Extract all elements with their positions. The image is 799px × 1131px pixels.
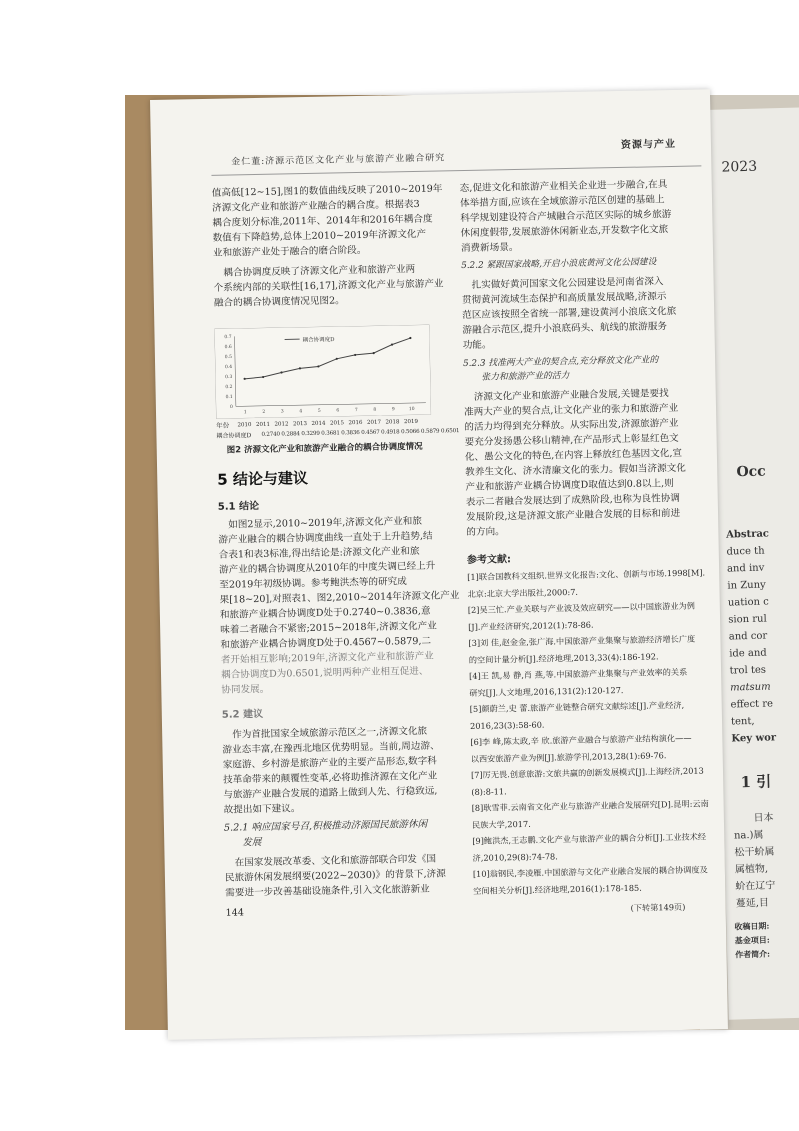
adjacent-footnote: 基金项目: bbox=[734, 934, 770, 946]
running-header: 金仁董:济源示范区文化产业与旅游产业融合研究 bbox=[231, 153, 446, 168]
col2-line: 济源文化产业和旅游产业融合发展,关键是要找 bbox=[473, 388, 669, 403]
col2-line: 科学规划建设符合产城融合示范区实际的城乡旅游 bbox=[460, 209, 672, 225]
table-value-row: 0.2740 0.2884 0.3299 0.3681 0.3836 0.4567 0.4918 0.5066 0.5879 0.6501 bbox=[261, 428, 460, 438]
table-year-cell: 2014 bbox=[311, 420, 326, 427]
col2-line: 准两大产业的契合点,让文化产业的张力和旅游产业 bbox=[463, 402, 679, 419]
col1-line: 耦合协调度反映了济源文化产业和旅游产业两 bbox=[223, 263, 416, 279]
reference-line: 民族大学,2017. bbox=[471, 818, 531, 830]
legend-label: 耦合协调度D bbox=[302, 337, 335, 344]
x-tick-label: 3 bbox=[280, 409, 284, 415]
adjacent-line: trol tes bbox=[729, 664, 767, 677]
col2-line: 贯彻黄河流域生态保护和高质量发展战略,济源示 bbox=[461, 291, 667, 307]
col2-line: 产业和旅游产业耦合协调度D取值达到0.8以上,则 bbox=[465, 478, 674, 494]
col1-line: 游产业融合的耦合协调度曲线一直处于上升趋势,结 bbox=[218, 530, 433, 546]
adjacent-line: 蚧在辽宁 bbox=[735, 880, 776, 893]
y-tick-label: 0.1 bbox=[225, 394, 233, 401]
reference-line: [1]联合国教科文组织.世界文化报告:文化、创新与市场.1998[M]. bbox=[467, 567, 706, 582]
figure-caption: 图2 济源文化产业和旅游产业融合的耦合协调度情况 bbox=[226, 441, 423, 456]
y-tick-label: 0.4 bbox=[224, 364, 233, 371]
y-tick-label: 0.2 bbox=[225, 384, 233, 391]
adjacent-title: Occ bbox=[736, 463, 766, 481]
adjacent-line: sion rul bbox=[728, 613, 767, 626]
reference-line: (8):8-11. bbox=[471, 785, 507, 797]
col1-line: 游业态丰富,在豫西北地区优势明显。当前,周边游、 bbox=[222, 740, 440, 756]
adjacent-line: 蔓延,目 bbox=[735, 897, 770, 910]
adjacent-line: uation c bbox=[727, 596, 769, 609]
col1-line: 民旅游休闲发展纲要(2022~2030)》的背景下,济源 bbox=[224, 868, 446, 884]
x-tick-label: 8 bbox=[373, 407, 377, 413]
table-year-cell: 2015 bbox=[329, 420, 345, 427]
section-5-2-2-heading: 5.2.2 紧跟国家战略,开启小浪底黄河文化公园建设 bbox=[461, 257, 657, 272]
table-year-cell: 2013 bbox=[292, 421, 308, 428]
adjacent-line: 松干蚧属 bbox=[734, 846, 775, 859]
col2-line: 态,促进文化和旅游产业相关企业进一步融合,在具 bbox=[459, 179, 668, 195]
col2-line: 发展阶段,这是济源文旅产业融合发展的目标和前进 bbox=[465, 507, 681, 524]
table-year-cell: 2012 bbox=[274, 421, 289, 428]
adjacent-line: effect re bbox=[730, 698, 774, 711]
adjacent-line: Key wor bbox=[731, 732, 777, 745]
table-year-cell: 2017 bbox=[366, 419, 382, 426]
adjacent-footnote: 作者简介: bbox=[734, 948, 771, 960]
reference-line: [5]颜蔚兰,史 蕾.旅游产业链整合研究文献综述[J].产业经济, bbox=[469, 699, 685, 714]
section-5-2-heading: 5.2 建议 bbox=[221, 708, 264, 721]
col1-line: 家庭游、乡村游是旅游产业的主要产品形态,数字科 bbox=[222, 755, 437, 771]
col1-line: 需要进一步改善基础设施条件,引入文化旅游新业 bbox=[225, 883, 430, 899]
adjacent-heading: 1 引 bbox=[740, 772, 772, 792]
journal-page bbox=[150, 89, 728, 1040]
reference-line: [2]吴三忙.产业关联与产业波及效应研究——以中国旅游业为例 bbox=[467, 600, 695, 615]
reference-line: 以西安旅游产业为例[J].旅游学刊,2013,28(1):69-76. bbox=[470, 749, 667, 764]
section-5-2-3-heading-cont: 张力和旅游产业的活力 bbox=[481, 371, 570, 383]
x-tick-label: 6 bbox=[336, 408, 340, 414]
y-tick-label: 0 bbox=[229, 404, 233, 411]
reference-line: [10]翁钢民,李凌雁.中国旅游与文化产业融合发展的耦合协调度及 bbox=[472, 864, 708, 879]
table-year-cell: 2010 bbox=[237, 422, 252, 429]
page-number: 144 bbox=[225, 907, 245, 919]
reference-line: [7]厉无畏.创意旅游:文旅共赢的创新发展模式[J].上海经济,2013 bbox=[470, 765, 704, 780]
col1-line: 数值有下降趋势,总体上2010~2019年济源文化产 bbox=[212, 228, 427, 244]
y-tick-label: 0.5 bbox=[224, 354, 233, 361]
col1-line: 果[18~20],对照表1、图2,2010~2014年济源文化产业 bbox=[219, 590, 460, 606]
adjacent-line: 属植物, bbox=[734, 863, 769, 876]
reference-line: 2016,23(3):58-60. bbox=[469, 719, 545, 731]
x-tick-label: 5 bbox=[317, 408, 321, 414]
section-5-2-3-heading: 5.2.3 找准两大产业的契合点,充分释放文化产业的 bbox=[463, 355, 659, 370]
reference-line: 北京:北京大学出版社,2000:7. bbox=[467, 586, 579, 599]
col1-line: 味着二者融合不紧密;2015~2018年,济源文化产业 bbox=[220, 620, 437, 636]
adjacent-line: tent, bbox=[730, 715, 755, 728]
adjacent-line: duce th bbox=[726, 545, 765, 558]
x-tick-label: 4 bbox=[299, 409, 303, 415]
journal-section-header: 资源与产业 bbox=[620, 138, 677, 151]
reference-line: [4]王 凯,易 静,肖 燕,等.中国旅游产业集聚与产业效率的关系 bbox=[469, 666, 688, 681]
col2-line: 化、愚公文化的特色,在内容上释放红色基因文化,宣 bbox=[464, 447, 683, 464]
coupling-coordination-chart bbox=[214, 325, 431, 419]
col1-line: 者开始相互影响;2019年,济源文化产业和旅游产业 bbox=[220, 650, 434, 666]
table-value-label: 耦合协调度D bbox=[216, 432, 252, 440]
continued-note: (下转第149页) bbox=[630, 901, 686, 913]
table-year-cell: 2018 bbox=[385, 419, 400, 426]
adjacent-line: matsum bbox=[729, 681, 771, 694]
col2-line: 休闲度假带,发展旅游休闲新业态,开发数字化文旅 bbox=[460, 224, 669, 240]
col1-line: 业和旅游产业处于融合的磨合阶段。 bbox=[212, 244, 367, 259]
x-tick-label: 7 bbox=[354, 408, 358, 414]
adjacent-line: 日本 bbox=[753, 812, 774, 824]
col2-line: 的活力均得到充分释放。从实际出发,济源旅游产业 bbox=[464, 417, 679, 434]
x-tick-label: 1 bbox=[243, 410, 247, 416]
adjacent-line: in Zuny bbox=[727, 579, 766, 592]
col1-line: 济源文化产业和旅游产业融合的耦合度。根据表3 bbox=[211, 198, 420, 214]
col1-line: 值高低[12~15],图1的数值曲线反映了2010~2019年 bbox=[211, 183, 443, 199]
y-tick-label: 0.7 bbox=[224, 334, 232, 341]
adjacent-line: Abstrac bbox=[725, 528, 770, 541]
col2-line: 要充分发扬愚公移山精神,在产品形式上彰显红色文 bbox=[464, 432, 679, 449]
col2-line: 功能。 bbox=[462, 339, 492, 352]
adjacent-line: ide and bbox=[729, 647, 767, 660]
adjacent-footnote: 收稿日期: bbox=[734, 920, 770, 932]
reference-line: [9]鲍洪杰,王志鹏.文化产业与旅游产业的耦合分析[J].工业技术经 bbox=[472, 831, 707, 846]
col2-line: 扎实做好黄河国家文化公园建设是河南省深入 bbox=[471, 276, 664, 291]
reference-line: 济,2010,29(8):74-78. bbox=[472, 850, 558, 863]
col1-line: 与旅游产业融合发展的道路上做到人先、行稳致远, bbox=[223, 785, 438, 801]
x-tick-label: 2 bbox=[262, 409, 266, 415]
col1-line: 在国家发展改革委、文化和旅游部联合印发《国 bbox=[234, 853, 437, 869]
col1-line: 融合的耦合协调度情况见图2。 bbox=[213, 295, 345, 309]
col1-line: 合表1和表3标准,得出结论是:济源文化产业和旅 bbox=[218, 545, 420, 561]
reference-line: [6]李 峰,陈太政,辛 欣.旅游产业融合与旅游产业结构演化—— bbox=[470, 732, 692, 747]
col2-line: 的方向。 bbox=[466, 526, 505, 539]
col1-line: 个系统内部的关联性[16,17],济源文化产业与旅游产业 bbox=[213, 278, 444, 294]
col1-line: 故提出如下建议。 bbox=[223, 803, 301, 816]
col1-line: 如图2显示,2010~2019年,济源文化产业和旅 bbox=[228, 515, 423, 531]
section-5-1-heading: 5.1 结论 bbox=[217, 500, 260, 513]
col1-line: 至2019年初级协调。参考鲍洪杰等的研究成 bbox=[219, 576, 407, 591]
reference-line: [3]刘 佳,赵金金,张广海.中国旅游产业集聚与旅游经济增长广度 bbox=[468, 633, 696, 648]
col1-line: 耦合度划分标准,2011年、2014年和2016年耦合度 bbox=[212, 213, 433, 229]
col1-line: 技革命带来的颠覆性变革,必将助推济源在文化产业 bbox=[222, 770, 438, 786]
y-tick-label: 0.3 bbox=[225, 374, 233, 381]
adjacent-line: na.)属 bbox=[733, 829, 764, 842]
col2-line: 范区应该按照全省统一部署,建设黄河小浪底文化旅 bbox=[462, 305, 677, 322]
x-tick-label: 9 bbox=[391, 407, 395, 413]
reference-line: [J].产业经济研究,2012(1):78-86. bbox=[468, 619, 594, 632]
reference-line: 空间相关分析[J].经济地理,2016(1):178-185. bbox=[473, 882, 642, 896]
y-tick-label: 0.6 bbox=[224, 344, 232, 351]
col1-line: 协同发展。 bbox=[221, 683, 270, 696]
col1-line: 作为首批国家全域旅游示范区之一,济源文化旅 bbox=[232, 725, 428, 741]
table-year-cell: 2011 bbox=[255, 421, 271, 429]
col2-line: 消费新场景。 bbox=[460, 241, 519, 255]
table-year-cell: 2019 bbox=[403, 418, 419, 426]
section-5-heading: 5 结论与建议 bbox=[217, 469, 309, 489]
col2-line: 游融合示范区,提升小浪底码头、航线的旅游服务 bbox=[462, 321, 668, 337]
reference-line: 研究[J].人文地理,2016,131(2):120-127. bbox=[469, 684, 624, 698]
reference-line: 的空间计量分析[J].经济地理,2013,33(4):186-192. bbox=[468, 650, 659, 665]
section-5-2-1-heading: 5.2.1 响应国家号召,积极推动济源国民旅游休闲 bbox=[223, 818, 428, 834]
references-heading: 参考文献: bbox=[466, 554, 511, 567]
x-tick-label: 10 bbox=[408, 406, 415, 413]
section-5-2-1-heading-cont: 发展 bbox=[242, 836, 262, 849]
table-year-label: 年份 bbox=[216, 421, 230, 430]
table-year-cell: 2016 bbox=[348, 419, 363, 427]
adjacent-line: and inv bbox=[726, 562, 765, 575]
col2-line: 表示二者融合发展达到了成熟阶段,也称为良性协调 bbox=[465, 492, 680, 509]
col1-line: 和旅游产业耦合协调度D处于0.2740~0.3836,意 bbox=[219, 605, 431, 621]
col2-line: 教养生文化、济水清廉文化的张力。假如当济源文化 bbox=[465, 462, 686, 479]
adjacent-line: and cor bbox=[728, 630, 768, 643]
adjacent-year: 2023 bbox=[721, 158, 758, 176]
col1-line: 和旅游产业耦合协调度D处于0.4567~0.5879,二 bbox=[220, 635, 432, 651]
col1-line: 耦合协调度D为0.6501,说明两种产业相互促进、 bbox=[220, 665, 429, 681]
col2-line: 体举措方面,应该在全域旅游示范区创建的基础上 bbox=[459, 194, 665, 210]
col1-line: 游产业的耦合协调度从2010年的中度失调已经上升 bbox=[218, 560, 436, 576]
reference-line: [8]耿雪菲.云南省文化产业与旅游产业融合发展研究[D].昆明:云南 bbox=[471, 798, 709, 813]
